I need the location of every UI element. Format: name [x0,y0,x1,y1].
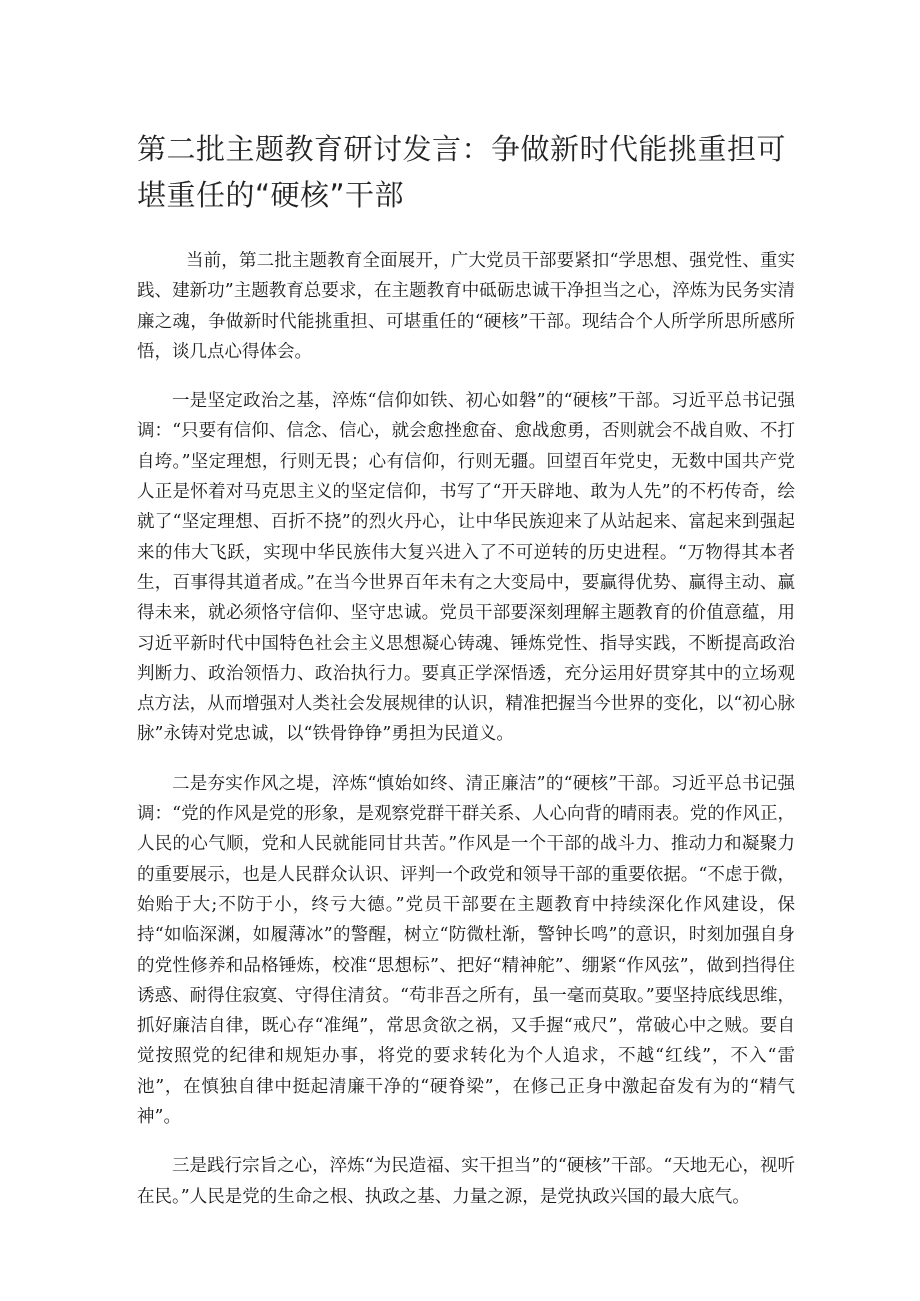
document-title: 第二批主题教育研讨发言：争做新时代能挑重担可堪重任的“硬核”干部 [137,132,787,212]
paragraph-point-three: 三是践行宗旨之心，淬炼“为民造福、实干担当”的“硬核”干部。“天地无心，视听在民。”人民是党的生命之根、执政之基、力量之源，是党执政兴国的最大底气。 [137,1156,795,1207]
paragraph-point-two: 二是夯实作风之堤，淬炼“慎始如终、清正廉洁”的“硬核”干部。习近平总书记强调：“党的作风是党的形象，是观察党群干群关系、人心向背的晴雨表。党的作风正，人民的心气顺，党和人民就能同甘共苦。”作风是一个干部的战斗力、推动力和凝聚力的重要展示，也是人民群众认识、评判一个政党和领导干部的重要依据。“不虑于微，始贻于大;不防于小，终亏大德。”党员干部要在主题教育中持续深化作风建设，保持“如临深渊，如履薄冰”的警醒，树立“防微杜渐，警钟长鸣”的意识，时刻加强自身的党性修养和品格锤炼，校准“思想标”、把好“精神舵”、绷紧“作风弦”，做到挡得住诱惑、耐得住寂寞、守得住清贫。“苟非吾之所有，虽一毫而莫取。”要坚持底线思维，抓好廉洁自律，既心存“准绳”，常思贪欲之祸，又手握“戒尺”，常破心中之贼。要自觉按照党的纪律和规矩办事，将党的要求转化为个人追求，不越“红线”，不入“雷池”，在慎独自律中挺起清廉干净的“硬脊梁”，在修己正身中激起奋发有为的“精气神”。 [137,773,795,1128]
document-page [137,126,795,1231]
paragraph-intro: 当前，第二批主题教育全面展开，广大党员干部要紧扣“学思想、强党性、重实践、建新功”主题教育总要求，在主题教育中砥砺忠诚干净担当之心，淬炼为民务实清廉之魂，争做新时代能挑重担、可堪重任的“硬核”干部。现结合个人所学所思所感所悟，谈几点心得体会。 [137,251,795,362]
paragraph-point-one: 一是坚定政治之基，淬炼“信仰如铁、初心如磐”的“硬核”干部。习近平总书记强调：“只要有信仰、信念、信心，就会愈挫愈奋、愈战愈勇，否则就会不战自败、不打自垮。”坚定理想，行则无畏；心有信仰，行则无疆。回望百年党史，无数中国共产党人正是怀着对马克思主义的坚定信仰，书写了“开天辟地、敢为人先”的不朽传奇，绘就了“坚定理想、百折不挠”的烈火丹心，让中华民族迎来了从站起来、富起来到强起来的伟大飞跃，实现中华民族伟大复兴进入了不可逆转的历史进程。“万物得其本者生，百事得其道者成。”在当今世界百年未有之大变局中，要赢得优势、赢得主动、赢得未来，就必须恪守信仰、坚守忠诚。党员干部要深刻理解主题教育的价值意蕴，用习近平新时代中国特色社会主义思想凝心铸魂、锤炼党性、指导实践，不断提高政治判断力、政治领悟力、政治执行力。要真正学深悟透，充分运用好贯穿其中的立场观点方法，从而增强对人类社会发展规律的认识，精准把握当今世界的变化，以“初心脉脉”永铸对党忠诚，以“铁骨铮铮”勇担为民道义。 [137,391,795,745]
